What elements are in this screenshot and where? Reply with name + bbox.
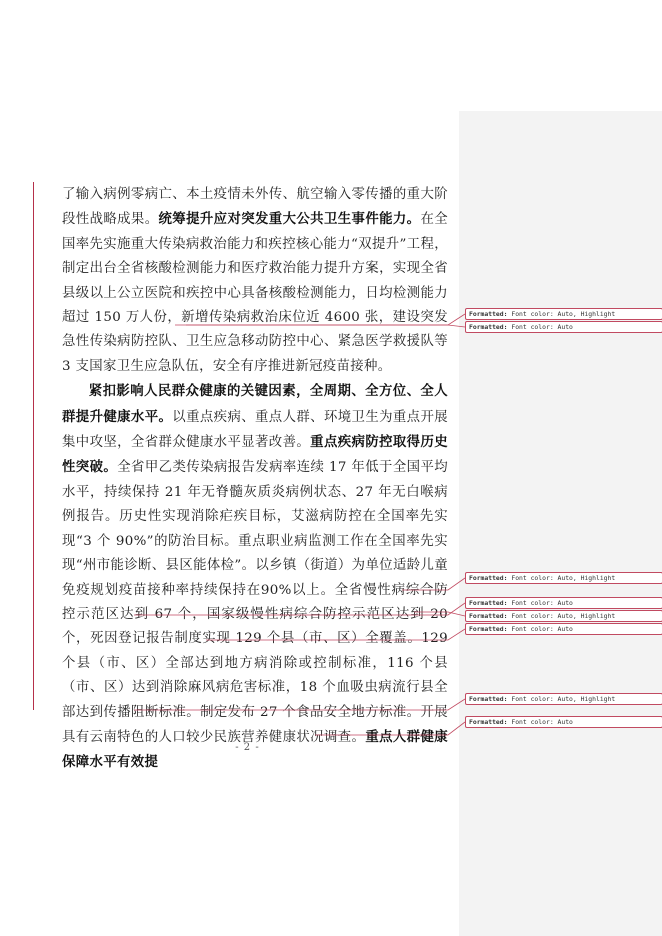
- document-body[interactable]: [62, 183, 448, 776]
- paragraph-1-heading: 统筹提升应对突发重大公共卫生事件能力。: [158, 211, 421, 228]
- paragraph-2-text-a: 以重点疾病、重点人群、环境卫生为重点开展集中攻坚，全省群众健康水平显著改善。: [62, 409, 448, 451]
- format-balloon[interactable]: Formatted: Font color: Auto: [465, 321, 662, 333]
- change-bar: [33, 182, 34, 710]
- paragraph-2-text-b: 全省甲乙类传染病报告发病率连续 17 年低于全国平均水平，持续保持 21 年无脊髓灰质炎病例状态、27 年无白喉病例报告。历史性实现消除疟疾目标，艾滋病防控在全国率先实现“3 个 90%”的防治目标。重点职业病监测工作在全国率先实现“州市能诊断、县区能体检”。以乡镇（街道）为单位适龄儿童免疫规划疫苗接种率持续保持在90%以上。全省慢性病综合防控示范区达到 67 个，国家级慢性病综合防控示范区达到 20 个，死因登记报告制度实现 129 个县（市、区）全覆盖。129 个县（市、区）全部达到地方病消除或控制标准，116 个县（市、区）达到消除麻风病危害标准，18 个血吸虫病流行县全部达到传播阻断标准。制定发布 27 个食品安全地方标准。开展具有云南特色的人口较少民族营养健康状况调查。: [62, 460, 448, 745]
- paragraph-2-subheading: 重点疾病防控取得历史性突破。: [62, 434, 448, 476]
- format-balloon[interactable]: Formatted: Font color: Auto, Highlight: [465, 572, 662, 584]
- format-balloon[interactable]: Formatted: Font color: Auto: [465, 623, 662, 635]
- paragraph-1-text-b: 在全国率先实施重大传染病救治能力和疾控核心能力“双提升”工程，制定出台全省核酸检测能力和医疗救治能力提升方案，实现全省县级以上公立医院和疾控中心具备核酸检测能力，日均检测能力超过 150 万人份，新增传染病救治床位近 4600 张，建设突发急性传染病防控队、卫生应急移动防控中心、紧急医学救援队等 3 支国家卫生应急队伍，安全有序推进新冠疫苗接种。: [62, 212, 448, 374]
- paragraph-1-text-a: 了输入病例零病亡、本土疫情未外传、航空输入零传播的重大阶段性战略成果。: [62, 187, 448, 228]
- format-balloon[interactable]: Formatted: Font color: Auto, Highlight: [465, 693, 662, 705]
- paragraph-2-heading: 紧扣影响人民群众健康的关键因素，全周期、全方位、全人群提升健康水平。: [62, 383, 448, 425]
- markup-pane: [459, 111, 662, 936]
- format-balloon[interactable]: Formatted: Font color: Auto, Highlight: [465, 308, 662, 320]
- paragraph-1[interactable]: [62, 183, 448, 379]
- paragraph-2[interactable]: [62, 379, 448, 776]
- format-balloon[interactable]: Formatted: Font color: Auto, Highlight: [465, 610, 662, 622]
- format-balloon[interactable]: Formatted: Font color: Auto: [465, 597, 662, 609]
- paragraph-2-subheading-2: 重点人群健康保障水平有效提: [62, 728, 448, 771]
- page-number: - 2 -: [235, 742, 260, 753]
- format-balloon[interactable]: Formatted: Font color: Auto: [465, 716, 662, 728]
